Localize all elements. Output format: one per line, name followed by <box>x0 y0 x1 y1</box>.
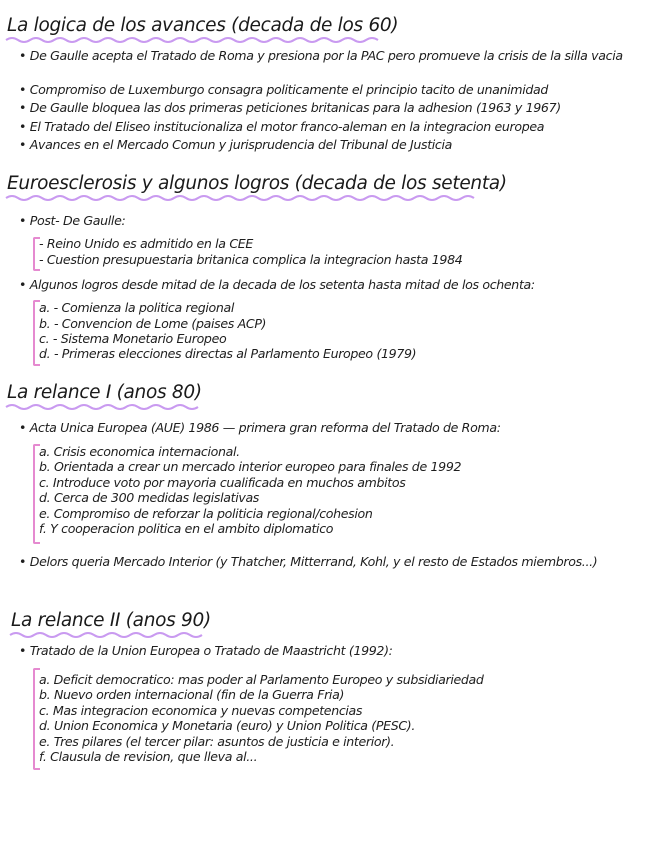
sub-item-sme: c. - Sistema Monetario Europeo <box>39 331 227 346</box>
sub-item-mercado-interior: b. Orientada a crear un mercado interior europeo para finales de 1992 <box>39 459 462 474</box>
sub-item-uem: d. Union Economica y Monetaria (euro) y Union Politica (PESC). <box>39 718 416 733</box>
sub-item-crisis: a. Crisis economica internacional. <box>39 444 240 459</box>
section-title-70s: Euroesclerosis y algunos logros (decada de los setenta) <box>7 173 507 194</box>
sub-item-lome: b. - Convencion de Lome (paises ACP) <box>39 316 267 331</box>
bullet-acta-unica: • Acta Unica Europea (AUE) 1986 — primera gran reforma del Tratado de Roma: <box>19 420 501 435</box>
bullet-delors: • Delors queria Mercado Interior (y Thatcher, Mitterrand, Kohl, y el resto de Estados miembros...) <box>19 554 598 569</box>
title-underline-decoration <box>10 631 206 639</box>
title-underline-decoration <box>6 36 382 44</box>
sub-item-cuestion-presupuestaria: - Cuestion presupuestaria britanica complica la integracion hasta 1984 <box>39 252 463 267</box>
sub-item-voto-mayoria: c. Introduce voto por mayoria cualificada en muchos ambitos <box>39 475 406 490</box>
bullet-mercado-comun: • Avances en el Mercado Comun y jurisprudencia del Tribunal de Justicia <box>19 137 453 152</box>
sub-item-reino-unido: - Reino Unido es admitido en la CEE <box>39 236 253 251</box>
sub-item-nuevo-orden: b. Nuevo orden internacional (fin de la Guerra Fria) <box>39 687 345 702</box>
title-underline-decoration <box>6 403 202 411</box>
sub-item-tres-pilares: e. Tres pilares (el tercer pilar: asuntos de justicia e interior). <box>39 734 395 749</box>
sub-item-medidas: d. Cerca de 300 medidas legislativas <box>39 490 260 505</box>
bullet-post-de-gaulle: • Post- De Gaulle: <box>19 213 126 228</box>
bullet-tratado-eliseo: • El Tratado del Eliseo institucionaliza el motor franco-aleman en la integracion europea <box>19 119 545 134</box>
section-title-relance-1: La relance I (anos 80) <box>7 382 202 403</box>
bullet-algunos-logros: • Algunos logros desde mitad de la decada de los setenta hasta mitad de los ochenta: <box>19 277 535 292</box>
bullet-maastricht: • Tratado de la Union Europea o Tratado de Maastricht (1992): <box>19 643 393 658</box>
title-underline-decoration <box>6 194 482 202</box>
section-title-relance-2: La relance II (anos 90) <box>11 610 211 631</box>
bullet-luxemburgo: • Compromiso de Luxemburgo consagra politicamente el principio tacito de unanimidad <box>19 82 549 97</box>
sub-item-clausula: f. Clausula de revision, que lleva al... <box>39 749 258 764</box>
sub-item-elecciones: d. - Primeras elecciones directas al Parlamento Europeo (1979) <box>39 346 417 361</box>
sub-item-integracion: c. Mas integracion economica y nuevas competencias <box>39 703 363 718</box>
sub-item-cooperacion: f. Y cooperacion politica en el ambito diplomatico <box>39 521 334 536</box>
bullet-de-gaulle-roma: • De Gaulle acepta el Tratado de Roma y presiona por la PAC pero promueve la crisis de la silla vacia <box>19 48 623 63</box>
sub-item-cohesion: e. Compromiso de reforzar la politicia regional/cohesion <box>39 506 373 521</box>
bullet-peticiones-britanicas: • De Gaulle bloquea las dos primeras peticiones britanicas para la adhesion (1963 y 1967) <box>19 100 561 115</box>
section-title-60s: La logica de los avances (decada de los 60) <box>7 15 399 36</box>
sub-item-politica-regional: a. - Comienza la politica regional <box>39 300 235 315</box>
sub-item-deficit: a. Deficit democratico: mas poder al Parlamento Europeo y subsidiariedad <box>39 672 484 687</box>
